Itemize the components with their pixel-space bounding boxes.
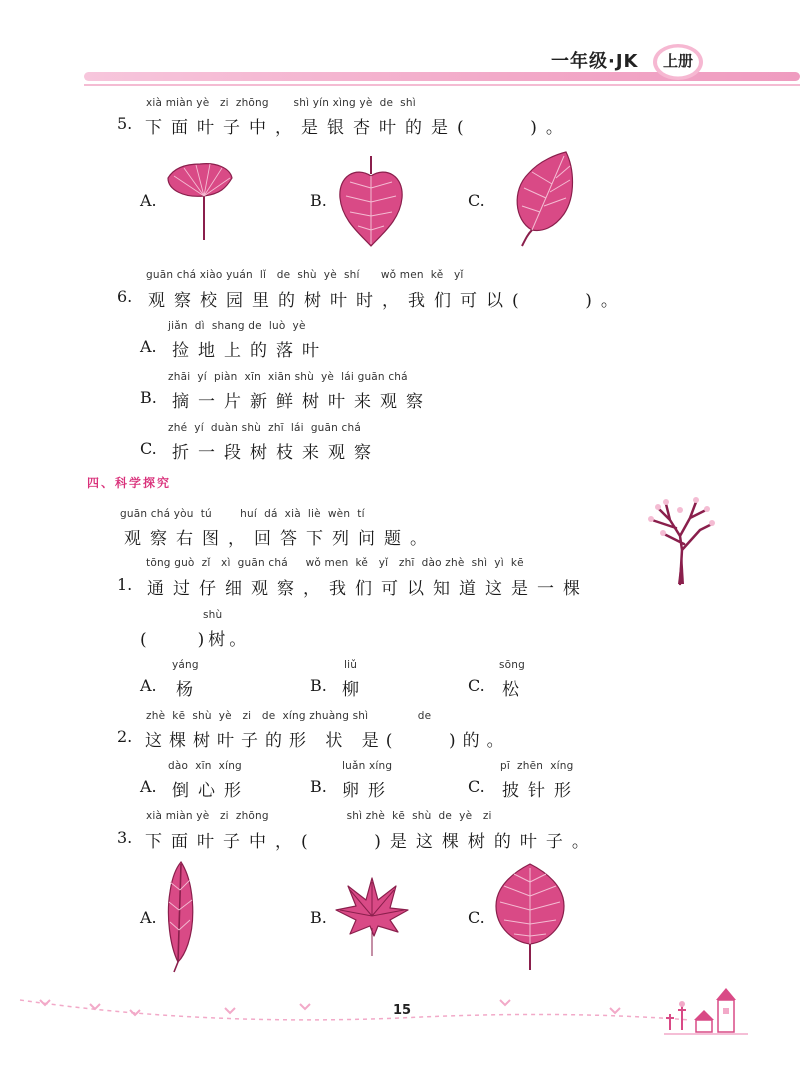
round-leaf-icon: [492, 862, 568, 972]
lanceolate-leaf-icon: [164, 860, 198, 974]
q2-option-a-pinyin: dào xīn xíng: [168, 760, 242, 772]
q1-option-c-pinyin: sōng: [499, 659, 526, 671]
q5-number: 5.: [117, 114, 133, 133]
q6-pinyin: guān chá xiào yuán lǐ de shù yè shí wǒ men kě yǐ: [146, 269, 464, 281]
header-rule: [84, 84, 800, 86]
q3-option-c-label[interactable]: C.: [468, 908, 485, 927]
q1-option-a-text: 杨: [176, 680, 202, 700]
volume-label: 上册: [662, 52, 693, 70]
ginkgo-leaf-icon: [164, 158, 236, 242]
q2-option-a-text: 倒心形: [172, 781, 250, 801]
q2-option-c-label[interactable]: C.: [468, 777, 485, 796]
q2-option-c-pinyin: pī zhēn xíng: [500, 760, 574, 772]
q2-option-a-label[interactable]: A.: [140, 777, 157, 796]
q6-option-a-label[interactable]: A.: [140, 337, 157, 356]
q6-option-b-pinyin: zhāi yí piàn xīn xiān shù yè lái guān chá: [168, 371, 408, 383]
q2-text: 这棵树叶子的形 状 是( )的。: [145, 731, 511, 751]
section-title: 四、科学探究: [87, 476, 172, 490]
q1-option-a-pinyin: yáng: [172, 659, 199, 671]
q2-option-c-text: 披针形: [502, 781, 580, 801]
q5-pinyin: xià miàn yè zi zhōng shì yín xìng yè de shì: [146, 97, 416, 109]
q1-option-c-text: 松: [502, 680, 528, 700]
q2-option-b-pinyin: luǎn xíng: [342, 760, 393, 772]
heart-leaf-icon: [336, 154, 406, 248]
q2-number: 2.: [117, 727, 133, 746]
q6-option-c-label[interactable]: C.: [140, 439, 157, 458]
q1-text: 通过仔细观察，我们可以知道这是一棵: [147, 579, 589, 599]
q1-line2-pinyin: shù: [203, 609, 223, 621]
q1-option-c-label[interactable]: C.: [468, 676, 485, 695]
bare-tree-icon: [640, 490, 718, 586]
q1-option-b-pinyin: liǔ: [344, 659, 358, 671]
q6-option-b-label[interactable]: B.: [140, 388, 157, 407]
q3-text: 下面叶子中，( )是这棵树的叶子。: [145, 832, 598, 852]
q1-option-a-label[interactable]: A.: [140, 676, 157, 695]
section-intro-pinyin: guān chá yòu tú huí dá xià liè wèn tí: [120, 508, 365, 520]
q6-option-a-text: 捡地上的落叶: [172, 341, 328, 361]
q3-option-a-label[interactable]: A.: [140, 908, 157, 927]
q6-option-b-text: 摘一片新鲜树叶来观察: [172, 392, 432, 412]
page-number: 15: [393, 1003, 412, 1018]
q5-option-b-label[interactable]: B.: [310, 191, 327, 210]
q6-option-c-text: 折一段树枝来观察: [172, 443, 380, 463]
q5-option-c-label[interactable]: C.: [468, 191, 485, 210]
section-intro-text: 观察右图，回答下列问题。: [124, 529, 436, 549]
maple-leaf-icon: [334, 876, 410, 958]
q2-option-b-text: 卵形: [342, 781, 394, 801]
q6-option-c-pinyin: zhé yí duàn shù zhī lái guān chá: [168, 422, 362, 434]
q2-pinyin: zhè kē shù yè zi de xíng zhuàng shì de: [146, 710, 432, 722]
q1-line2-text: ( )树。: [140, 630, 251, 650]
q5-text: 下面叶子中，是银杏叶的是( )。: [145, 118, 572, 138]
q5-option-a-label[interactable]: A.: [140, 191, 157, 210]
oval-leaf-icon: [510, 150, 576, 248]
q3-option-b-label[interactable]: B.: [310, 908, 327, 927]
q3-pinyin: xià miàn yè zi zhōng shì zhè kē shù de yè zi: [146, 810, 492, 822]
q1-option-b-text: 柳: [342, 680, 368, 700]
house-icon: [664, 984, 748, 1038]
q1-pinyin: tōng guò zǐ xì guān chá wǒ men kě yǐ zhī dào zhè shì yì kē: [146, 557, 524, 569]
q2-option-b-label[interactable]: B.: [310, 777, 327, 796]
q6-option-a-pinyin: jiǎn dì shang de luò yè: [168, 320, 306, 332]
q6-text: 观察校园里的树叶时，我们可以( )。: [148, 291, 627, 311]
q1-option-b-label[interactable]: B.: [310, 676, 327, 695]
q3-number: 3.: [117, 828, 133, 847]
q6-number: 6.: [117, 287, 133, 306]
grade-label: 一年级·JK: [551, 51, 639, 72]
q1-number: 1.: [117, 575, 133, 594]
